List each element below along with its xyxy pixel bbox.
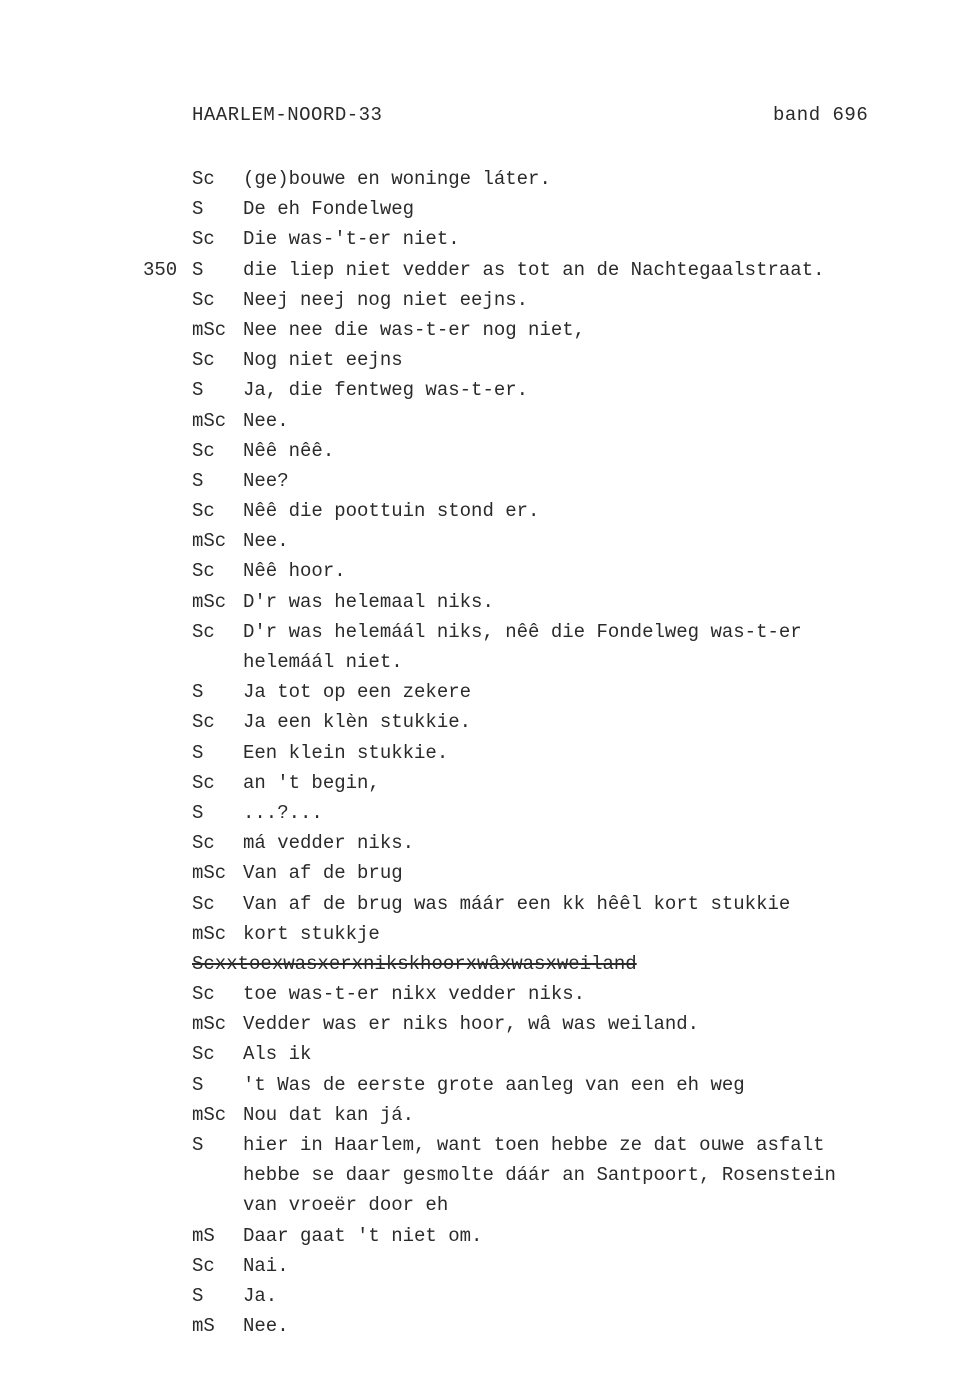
- line-number: 350: [143, 258, 178, 281]
- utterance-text: De eh Fondelweg: [243, 198, 415, 221]
- utterance-text: Nog niet eejns: [243, 349, 403, 372]
- speaker-label: mSc: [192, 1013, 227, 1036]
- transcript-line: [0, 466, 979, 496]
- utterance-text: an 't begin,: [243, 771, 380, 794]
- utterance-text: má vedder niks.: [243, 832, 415, 855]
- transcript-line: [0, 1221, 979, 1251]
- speaker-label: Sc: [192, 1043, 215, 1066]
- transcript-line: [0, 194, 979, 224]
- speaker-label: S: [192, 258, 204, 281]
- speaker-label: mS: [192, 1224, 215, 1247]
- transcript-line: [0, 406, 979, 436]
- utterance-text: Nai.: [243, 1254, 289, 1277]
- speaker-label: Sc: [192, 832, 215, 855]
- speaker-label: S: [192, 379, 204, 402]
- utterance-text: Nee nee die was-t-er nog niet,: [243, 318, 586, 341]
- utterance-text: Een klein stukkie.: [243, 741, 449, 764]
- transcript-line: [0, 1009, 979, 1039]
- utterance-text: Nêê die poottuin stond er.: [243, 500, 540, 523]
- speaker-label: Sc: [192, 439, 215, 462]
- utterance-text: Ja tot op een zekere: [243, 681, 472, 704]
- speaker-label: mS: [192, 1315, 215, 1338]
- transcript-line: [0, 1281, 979, 1311]
- transcript-line: [0, 707, 979, 737]
- transcript-line: [0, 1160, 979, 1190]
- struck-out-text: Scxxtoexwasxerxnikskhoorxwâxwasxweiland: [192, 952, 637, 975]
- utterance-text: helemáál niet.: [243, 651, 403, 673]
- utterance-text: Nou dat kan já.: [243, 1103, 415, 1126]
- speaker-label: Sc: [192, 168, 215, 190]
- band-number: band 696: [773, 104, 869, 126]
- speaker-label: S: [192, 1284, 204, 1307]
- transcript-line: [0, 1100, 979, 1130]
- utterance-text: toe was-t-er nikx vedder niks.: [243, 983, 586, 1006]
- speaker-label: Sc: [192, 771, 215, 794]
- transcript-line: [0, 949, 979, 979]
- transcript-line: [0, 1311, 979, 1341]
- transcript-line: [0, 858, 979, 888]
- speaker-label: S: [192, 741, 204, 764]
- utterance-text: Van af de brug was máár een kk hêêl kort stukkie: [243, 892, 791, 915]
- speaker-label: S: [192, 801, 204, 824]
- utterance-text: ...?...: [243, 801, 323, 824]
- utterance-text: Nee?: [243, 469, 289, 492]
- transcript-line: [0, 798, 979, 828]
- transcript-line: [0, 375, 979, 405]
- transcript-line: [0, 1070, 979, 1100]
- speaker-label: mSc: [192, 409, 227, 432]
- transcript-line: [0, 677, 979, 707]
- utterance-text: die liep niet vedder as tot an de Nachtegaalstraat.: [243, 258, 825, 281]
- utterance-text: Neej neej nog niet eejns.: [243, 288, 529, 311]
- transcript-line: [0, 496, 979, 526]
- transcript-line: [0, 979, 979, 1009]
- utterance-text: D'r was helemáál niks, nêê die Fondelweg was-t-er: [243, 620, 802, 643]
- transcript-line: [0, 768, 979, 798]
- utterance-text: Van af de brug: [243, 862, 403, 885]
- transcript-line: [0, 587, 979, 617]
- transcript-line: [0, 224, 979, 254]
- transcript-line: [0, 164, 979, 194]
- utterance-text: kort stukkje: [243, 922, 380, 945]
- transcript: [0, 164, 979, 1341]
- utterance-text: (ge)bouwe en woninge láter.: [243, 168, 551, 190]
- speaker-label: Sc: [192, 560, 215, 583]
- transcript-line: [0, 1130, 979, 1160]
- utterance-text: Ja een klèn stukkie.: [243, 711, 472, 734]
- utterance-text: hier in Haarlem, want toen hebbe ze dat ouwe asfalt: [243, 1134, 825, 1156]
- speaker-label: mSc: [192, 590, 227, 613]
- transcript-line: [0, 1190, 979, 1220]
- transcript-line: [0, 647, 979, 677]
- utterance-text: D'r was helemaal niks.: [243, 590, 494, 613]
- utterance-text: 't Was de eerste grote aanleg van een eh weg: [243, 1073, 745, 1096]
- speaker-label: Sc: [192, 711, 215, 734]
- transcript-line: [0, 255, 979, 285]
- document-title: HAARLEM-NOORD-33: [192, 104, 383, 126]
- utterance-text: Ja, die fentweg was-t-er.: [243, 379, 529, 402]
- utterance-text: Ja.: [243, 1284, 278, 1307]
- utterance-text: Als ik: [243, 1043, 312, 1066]
- utterance-text: Nee.: [243, 530, 289, 553]
- utterance-text: Die was-'t-er niet.: [243, 228, 460, 251]
- utterance-text: Nee.: [243, 1315, 289, 1338]
- speaker-label: Sc: [192, 500, 215, 523]
- speaker-label: S: [192, 681, 204, 704]
- utterance-text: van vroeër door eh: [243, 1194, 449, 1217]
- transcript-line: [0, 738, 979, 768]
- transcript-line: [0, 556, 979, 586]
- speaker-label: Sc: [192, 349, 215, 372]
- speaker-label: Sc: [192, 228, 215, 251]
- utterance-text: Nêê nêê.: [243, 439, 335, 462]
- transcript-line: [0, 315, 979, 345]
- utterance-text: Nee.: [243, 409, 289, 432]
- speaker-label: S: [192, 1134, 204, 1156]
- transcript-line: [0, 436, 979, 466]
- speaker-label: mSc: [192, 1103, 227, 1126]
- speaker-label: mSc: [192, 318, 227, 341]
- transcript-line: [0, 526, 979, 556]
- speaker-label: Sc: [192, 1254, 215, 1277]
- utterance-text: Daar gaat 't niet om.: [243, 1224, 483, 1247]
- speaker-label: Sc: [192, 983, 215, 1006]
- transcript-line: [0, 285, 979, 315]
- speaker-label: Sc: [192, 620, 215, 643]
- transcript-line: [0, 617, 979, 647]
- transcript-line: [0, 889, 979, 919]
- transcript-line: [0, 1039, 979, 1069]
- transcript-line: [0, 1251, 979, 1281]
- speaker-label: mSc: [192, 530, 227, 553]
- speaker-label: mSc: [192, 862, 227, 885]
- utterance-text: hebbe se daar gesmolte dáár an Santpoort, Rosenstein: [243, 1164, 836, 1187]
- transcript-line: [0, 919, 979, 949]
- speaker-label: S: [192, 198, 204, 221]
- utterance-text: Nêê hoor.: [243, 560, 346, 583]
- speaker-label: S: [192, 469, 204, 492]
- speaker-label: mSc: [192, 922, 227, 945]
- transcript-line: [0, 828, 979, 858]
- transcript-line: [0, 345, 979, 375]
- speaker-label: Sc: [192, 892, 215, 915]
- speaker-label: S: [192, 1073, 204, 1096]
- utterance-text: Vedder was er niks hoor, wâ was weiland.: [243, 1013, 700, 1036]
- speaker-label: Sc: [192, 288, 215, 311]
